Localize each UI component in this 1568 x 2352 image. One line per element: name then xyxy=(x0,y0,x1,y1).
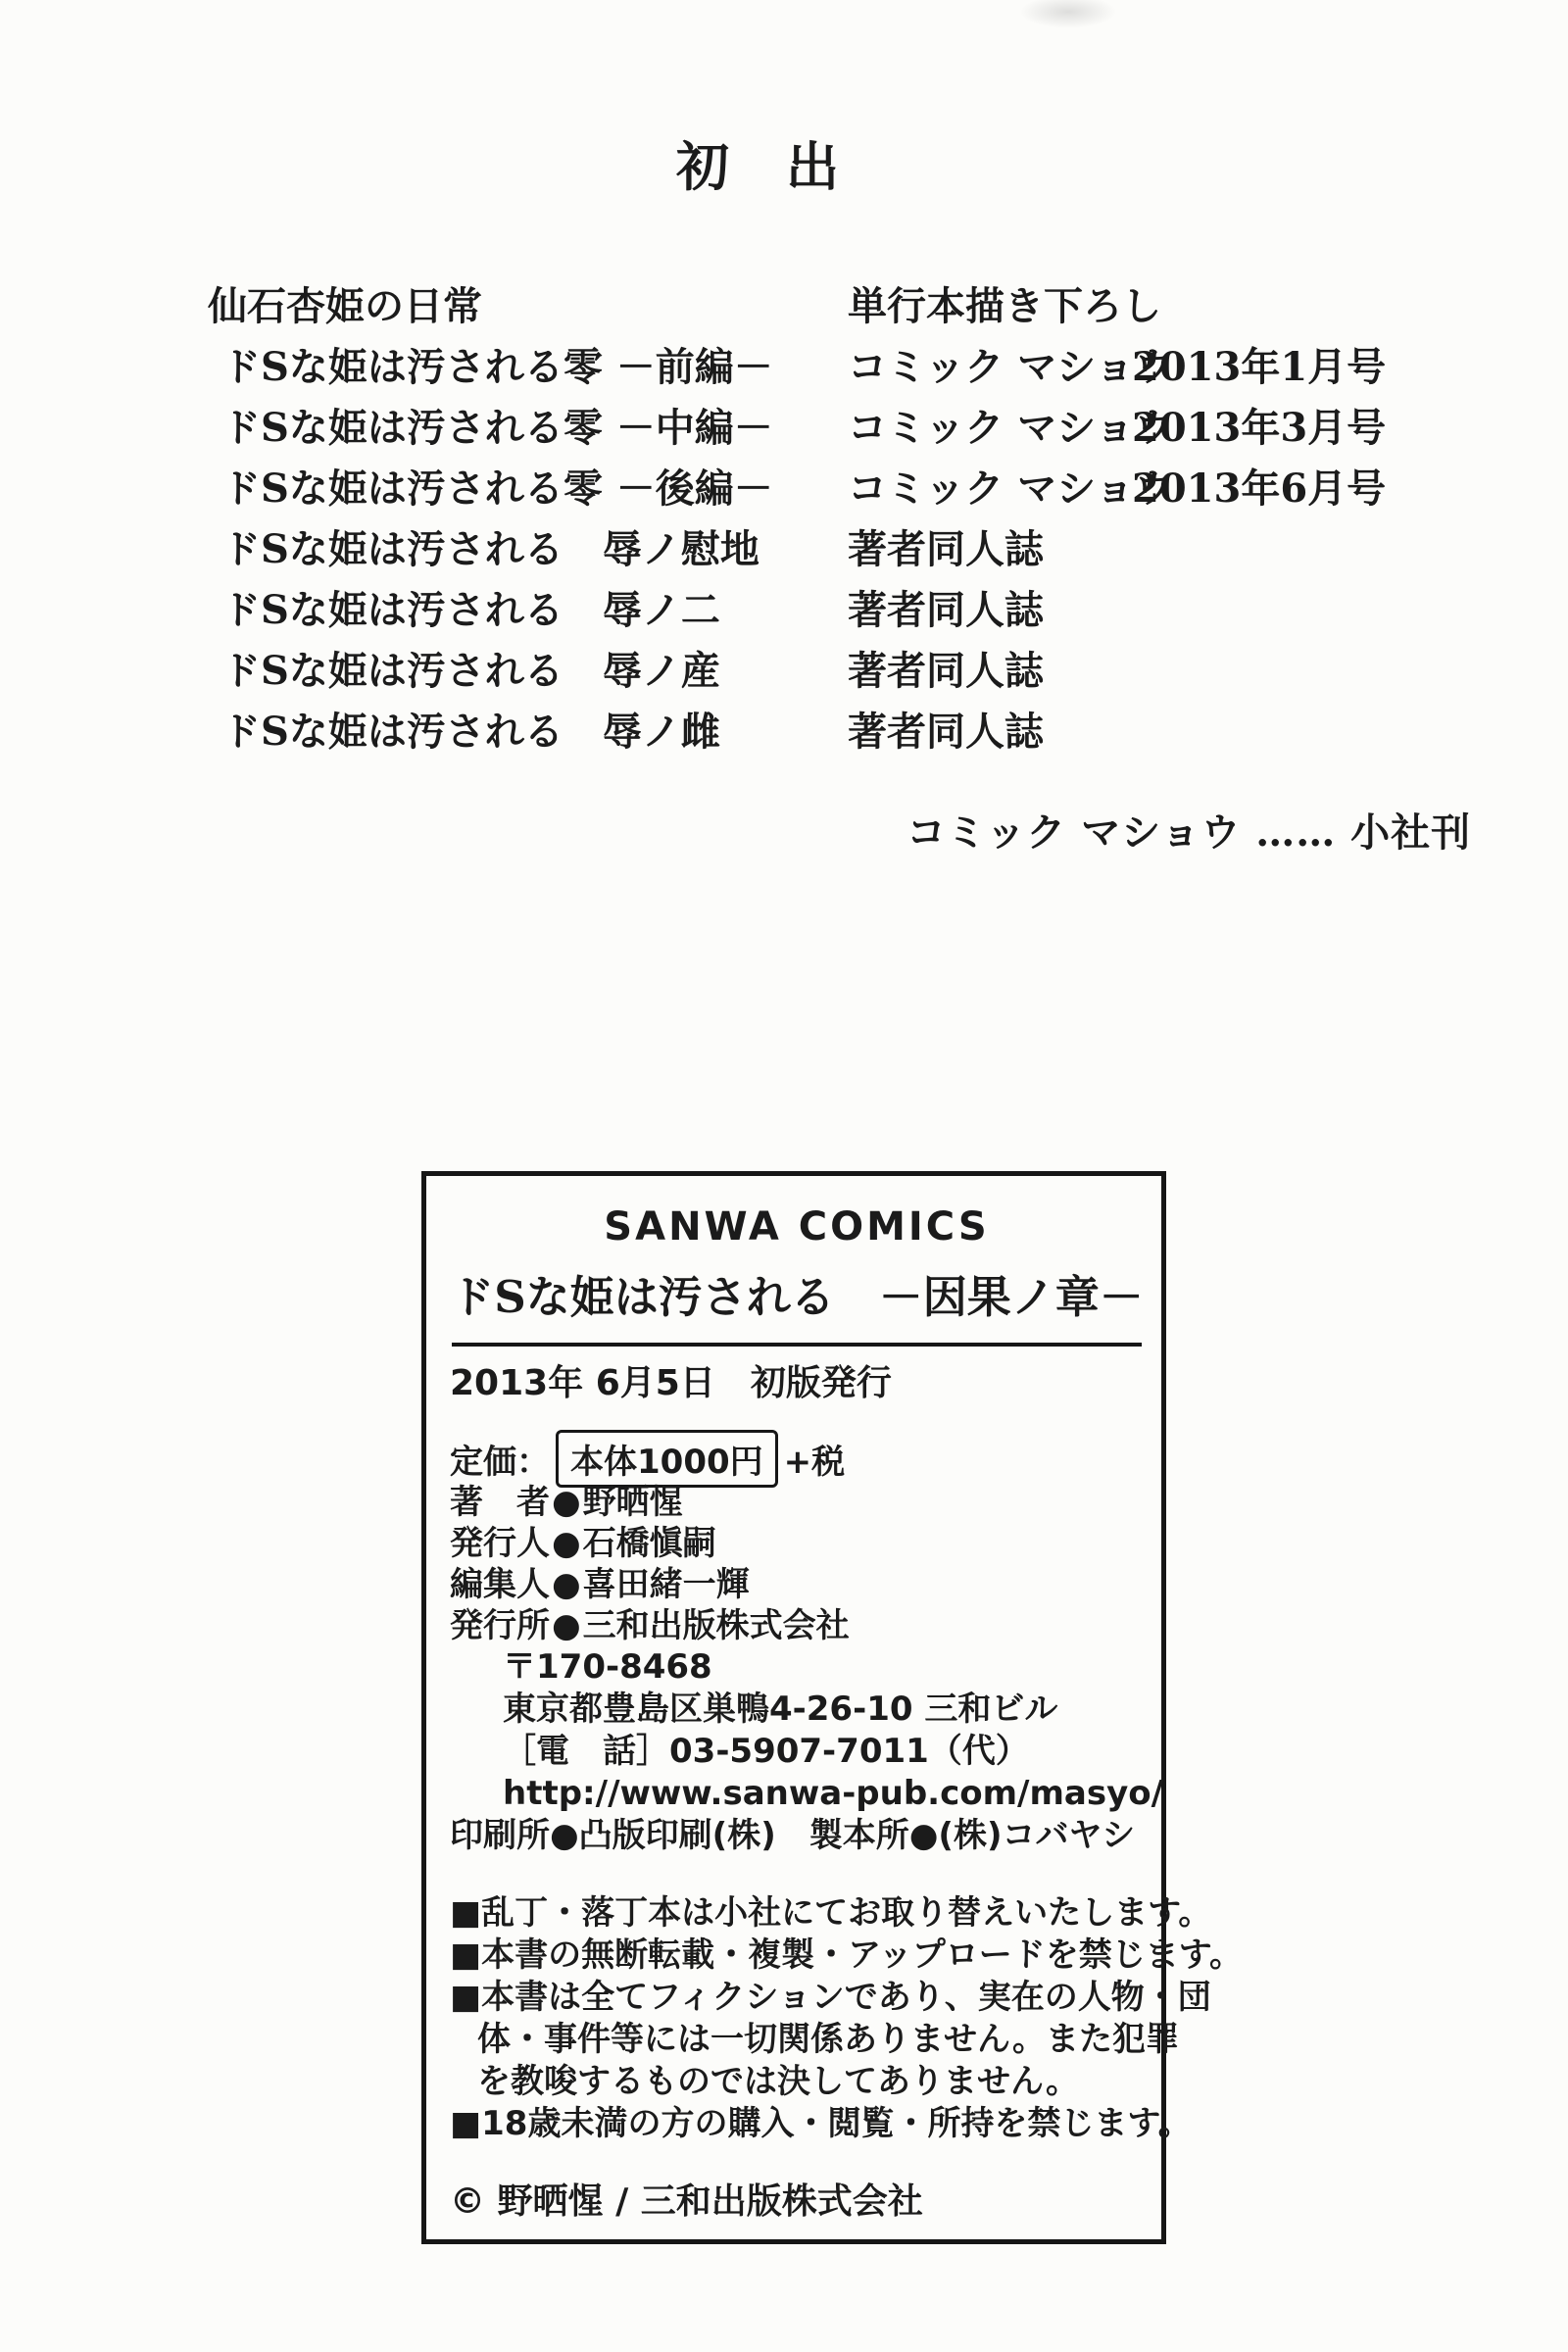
postal-code: 〒170-8468 xyxy=(503,1647,712,1687)
work-source: 著者同人誌 xyxy=(848,648,1044,694)
work-source: 単行本描き下ろし xyxy=(848,283,1161,329)
work-title: ドSな姫は汚される 辱ノ二 xyxy=(221,587,720,633)
bullet-icon: ● xyxy=(552,1606,581,1645)
work-issue: 2013年3月号 xyxy=(1132,405,1387,451)
credit-label: 発行人 xyxy=(450,1524,550,1563)
credit-value: 野晒惺 xyxy=(582,1483,683,1522)
note-line: ■本書の無断転載・複製・アップロードを禁じます。 xyxy=(450,1936,1244,1975)
divider xyxy=(452,1343,1142,1347)
list-item xyxy=(208,519,1511,580)
page-title: 初 出 xyxy=(676,135,841,198)
work-issue: 2013年1月号 xyxy=(1132,344,1387,390)
bullet-icon: ● xyxy=(552,1565,581,1604)
list-item xyxy=(208,641,1511,702)
work-source: 著者同人誌 xyxy=(848,526,1044,572)
credits-block xyxy=(450,1482,1144,1646)
credit-value: 石橋愼嗣 xyxy=(582,1524,716,1563)
note-line-continuation: を教唆するものでは決してありません。 xyxy=(477,2062,1080,2101)
legal-notes-block xyxy=(450,1892,1244,2145)
credit-publishing-house xyxy=(450,1605,1144,1646)
website-url: http://www.sanwa-pub.com/masyo/ xyxy=(503,1774,1164,1813)
work-title: ドSな姫は汚される零 －後編－ xyxy=(221,466,773,512)
price-tax-suffix: +税 xyxy=(783,1442,846,1482)
note-line: ■本書は全てフィクションであり、実在の人物・団 xyxy=(450,1978,1211,2017)
work-title: ドSな姫は汚される 辱ノ雌 xyxy=(221,709,720,755)
list-item xyxy=(208,398,1511,459)
printer-binder-line: 印刷所●凸版印刷(株) 製本所●(株)コバヤシ xyxy=(450,1816,1136,1855)
bullet-icon: ● xyxy=(552,1483,581,1522)
colophon-box xyxy=(421,1171,1244,2244)
work-source: 著者同人誌 xyxy=(848,587,1044,633)
list-item xyxy=(208,337,1511,398)
magazine-publisher-note: コミック マショウ …… 小社刊 xyxy=(906,809,1472,856)
scan-smudge xyxy=(1000,0,1137,35)
price-box: 本体1000円 xyxy=(556,1430,778,1488)
list-item xyxy=(208,702,1511,762)
credit-value: 三和出版株式会社 xyxy=(582,1606,850,1645)
price-line xyxy=(450,1435,1144,1482)
work-source: コミック マショウ xyxy=(848,466,1174,512)
price-label: 定価： xyxy=(450,1442,550,1482)
copyright-line: © 野晒惺 / 三和出版株式会社 xyxy=(450,2181,923,2222)
work-source: コミック マショウ xyxy=(848,405,1174,451)
credit-editor xyxy=(450,1564,1144,1605)
edition-date: 2013年 6月5日 初版発行 xyxy=(450,1363,892,1403)
work-source: コミック マショウ xyxy=(848,344,1174,390)
credit-value: 喜田緒一輝 xyxy=(582,1565,750,1604)
work-title: 仙石杏姫の日常 xyxy=(208,283,482,329)
phone-number: ［電 話］03-5907-7011（代） xyxy=(503,1732,1029,1771)
work-title: ドSな姫は汚される 辱ノ慰地 xyxy=(221,526,760,572)
book-title: ドSな姫は汚される －因果ノ章－ xyxy=(450,1271,1144,1323)
credit-label: 著 者 xyxy=(450,1483,550,1522)
credit-publisher-person xyxy=(450,1523,1144,1564)
work-issue: 2013年6月号 xyxy=(1132,466,1387,512)
list-item xyxy=(208,459,1511,519)
first-publication-list xyxy=(208,276,1511,762)
credit-label: 編集人 xyxy=(450,1565,550,1604)
work-source: 著者同人誌 xyxy=(848,709,1044,755)
imprint-brand: SANWA COMICS xyxy=(604,1204,990,1250)
note-line: ■乱丁・落丁本は小社にてお取り替えいたします。 xyxy=(450,1893,1212,1933)
credit-author xyxy=(450,1482,1144,1523)
work-title: ドSな姫は汚される 辱ノ産 xyxy=(221,648,720,694)
list-item xyxy=(208,276,1511,337)
credit-label: 発行所 xyxy=(450,1606,550,1645)
work-title: ドSな姫は汚される零 －前編－ xyxy=(221,344,773,390)
note-line-continuation: 体・事件等には一切関係ありません。また犯罪 xyxy=(477,2020,1180,2059)
list-item xyxy=(208,580,1511,641)
note-line: ■18歳未満の方の購入・閲覧・所持を禁じます。 xyxy=(450,2104,1192,2143)
publisher-address-block xyxy=(450,1646,1164,1815)
street-address: 東京都豊島区巣鴨4-26-10 三和ビル xyxy=(503,1690,1058,1729)
bullet-icon: ● xyxy=(552,1524,581,1563)
work-title: ドSな姫は汚される零 －中編－ xyxy=(221,405,773,451)
